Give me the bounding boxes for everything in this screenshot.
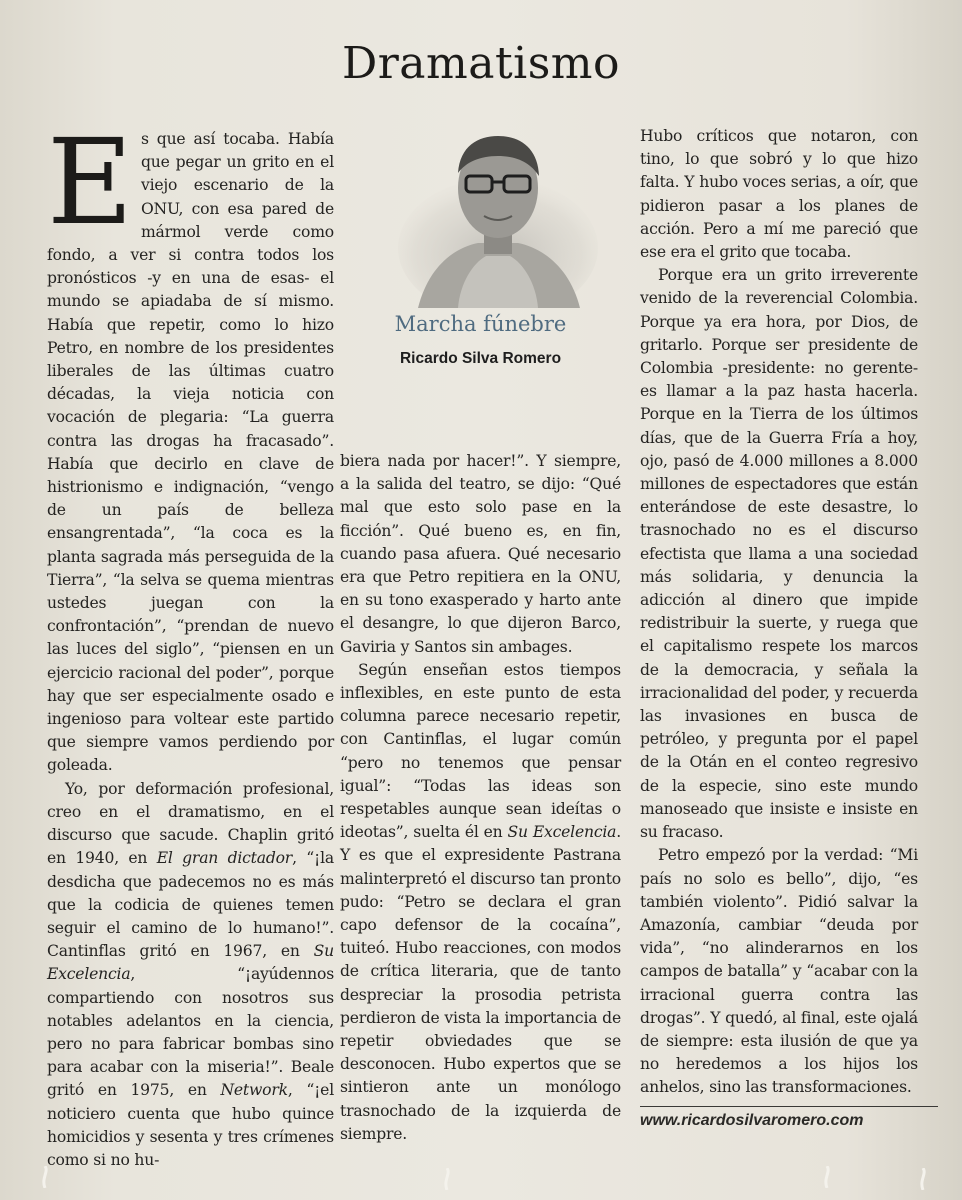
author-byline: Ricardo Silva Romero: [399, 350, 562, 367]
film-title-su-excelencia: Su Excelencia: [47, 942, 334, 984]
footer-divider: [640, 1106, 938, 1107]
staple-icon: [822, 1166, 832, 1188]
film-title-gran-dictador: El gran dictador: [156, 849, 293, 868]
paragraph-1-text: s que así tocaba. Había que pegar un grito en el viejo escenario de la ONU, con esa pared de mármol verde como fondo, a ver si contra todos los pronósticos -y en una de esas- el mundo se apiadaba de sí mismo. Había que repetir, como lo hizo Petro, en nombre de los presidentes liberales de las últimas cuatro décadas, la vieja noticia con vocación de plegaria: “La guerra contra las drogas ha fracasado”. Había que decirlo en clave de histrionismo e indignación, “vengo de un país de belleza ensangrentada”, “la coca es la planta sagrada más perseguida de la Tierra”, “la selva se quema mientras ustedes juegan con la confrontación”, “prendan de nuevo las luces del siglo”, “piensen en un ejercicio racional del poder”, porque hay que ser especialmente osado e ingenioso para voltear este partido que siempre vamos perdiendo por goleada.: [47, 130, 334, 775]
paragraph-2: [47, 778, 334, 1172]
staple-icon: [442, 1168, 452, 1190]
drop-cap: E: [47, 113, 133, 251]
paragraph-7: Petro empezó por la verdad: “Mi país no solo es bello”, dijo, “es también violento”. Pidió salvar la Amazonía, cambiar “deuda por vida”, “no alinderarnos en los campos de batalla” y “acabar con la irracional guerra contra las drogas”. Y quedó, al final, este ojalá de siempre: esta ilusión de que ya no heredemos a los hijos los anhelos, sino las transformaciones.: [640, 846, 918, 1097]
paragraph-2-text-c: , “¡ayúdennos compartiendo con nosotros sus notables adelantos en la ciencia, pero no para fabricar bombas sino para acabar con la miseria!”. Beale gritó en 1975, en: [47, 965, 334, 1100]
author-website[interactable]: www.ricardosilvaromero.com: [640, 1112, 864, 1129]
author-portrait: [398, 118, 598, 308]
paragraph-5: Hubo críticos que notaron, con tino, lo que sobró y lo que hizo falta. Y hubo voces serias, a oír, que pidieron pasar a los planes de acción. Pero a mí me pareció que ese era el grito que tocaba.: [640, 127, 918, 262]
section-label: Marcha fúnebre: [394, 312, 567, 336]
article-title: Dramatismo: [341, 38, 621, 89]
paragraph-4: [340, 659, 621, 1146]
paragraph-2-text-a: Yo, por deformación profesional, creo en el dramatismo, en el discurso que sacude. Chaplin gritó en 1940, en: [47, 779, 334, 868]
paragraph-3: biera nada por hacer!”. Y siempre, a la salida del teatro, se dijo: “Qué mal que esto solo pase en la ficción”. Qué bueno es, en fin, cuando pasa afuera. Qué necesario era que Petro repitiera en la ONU, en su tono exasperado y harto ante el desangre, lo que dijeron Barco, Gaviria y Santos sin ambages.: [340, 452, 621, 656]
paragraph-4-text-b: . Y es que el expresidente Pastrana malinterpretó el discurso tan pronto pudo: “Petro se declara el gran capo defensor de la cocaína”, tuiteó. Hubo reacciones, con modos de crítica literaria, que de tanto despreciar la prosodia petrista perdieron de vista la importancia de repetir obviedades que se desconocen. Hubo expertos que se sintieron ante un monólogo trasnochado de la izquierda de siempre.: [340, 823, 622, 1143]
column-3: [640, 125, 918, 1100]
paragraph-1: [47, 113, 334, 778]
paragraph-2-text-b: , “¡la desdicha que padecemos no es más que la codicia de quienes temen seguir el camino de lo humano!”. Cantinflas gritó en 1967, en: [47, 849, 335, 961]
film-title-su-excelencia-2: Su Excelencia: [507, 823, 617, 842]
staple-icon: [918, 1168, 928, 1190]
column-1: [47, 113, 335, 1172]
film-title-network: Network: [220, 1081, 288, 1100]
column-2: [340, 450, 621, 1146]
paragraph-2-text-d: , “¡el noticiero cuenta que hubo quince homicidios y sesenta y tres crímenes como si no hu-: [47, 1081, 334, 1169]
paragraph-4-text-a: Según enseñan estos tiempos inflexibles, en este punto de esta columna parece necesario repetir, con Cantinflas, el lugar común “pero no tenemos que pensar igual”: “Todas las ideas son respetables aunque sean ideítas o ideotas”, suelta él en: [340, 660, 621, 842]
staple-icon: [40, 1166, 50, 1188]
paragraph-6: Porque era un grito irreverente venido de la reverencial Colombia. Porque ya era hora, por Dios, de gritarlo. Porque ser presidente de Colombia -presidente: no gerente- es llamar a la paz hasta hacerla. Porque en la Tierra de los últimos días, que de la Guerra Fría a hoy, ojo, pasó de 4.000 millones a 8.000 millones de espectadores que están enterándose de este desastre, lo trasnochado no es el discurso efectista que llama a una sociedad más solidaria, y denuncia la adicción al dinero que impide redistribuir la suerte, y ruega que el capitalismo respete los marcos de la democracia, y señala la irracionalidad del poder, y recuerda las invasiones en busca de petróleo, y pregunta por el papel de la Otán en el conteo regresivo de la especie, sino este mundo manoseado que insiste e insiste en su fracaso.: [640, 266, 918, 842]
